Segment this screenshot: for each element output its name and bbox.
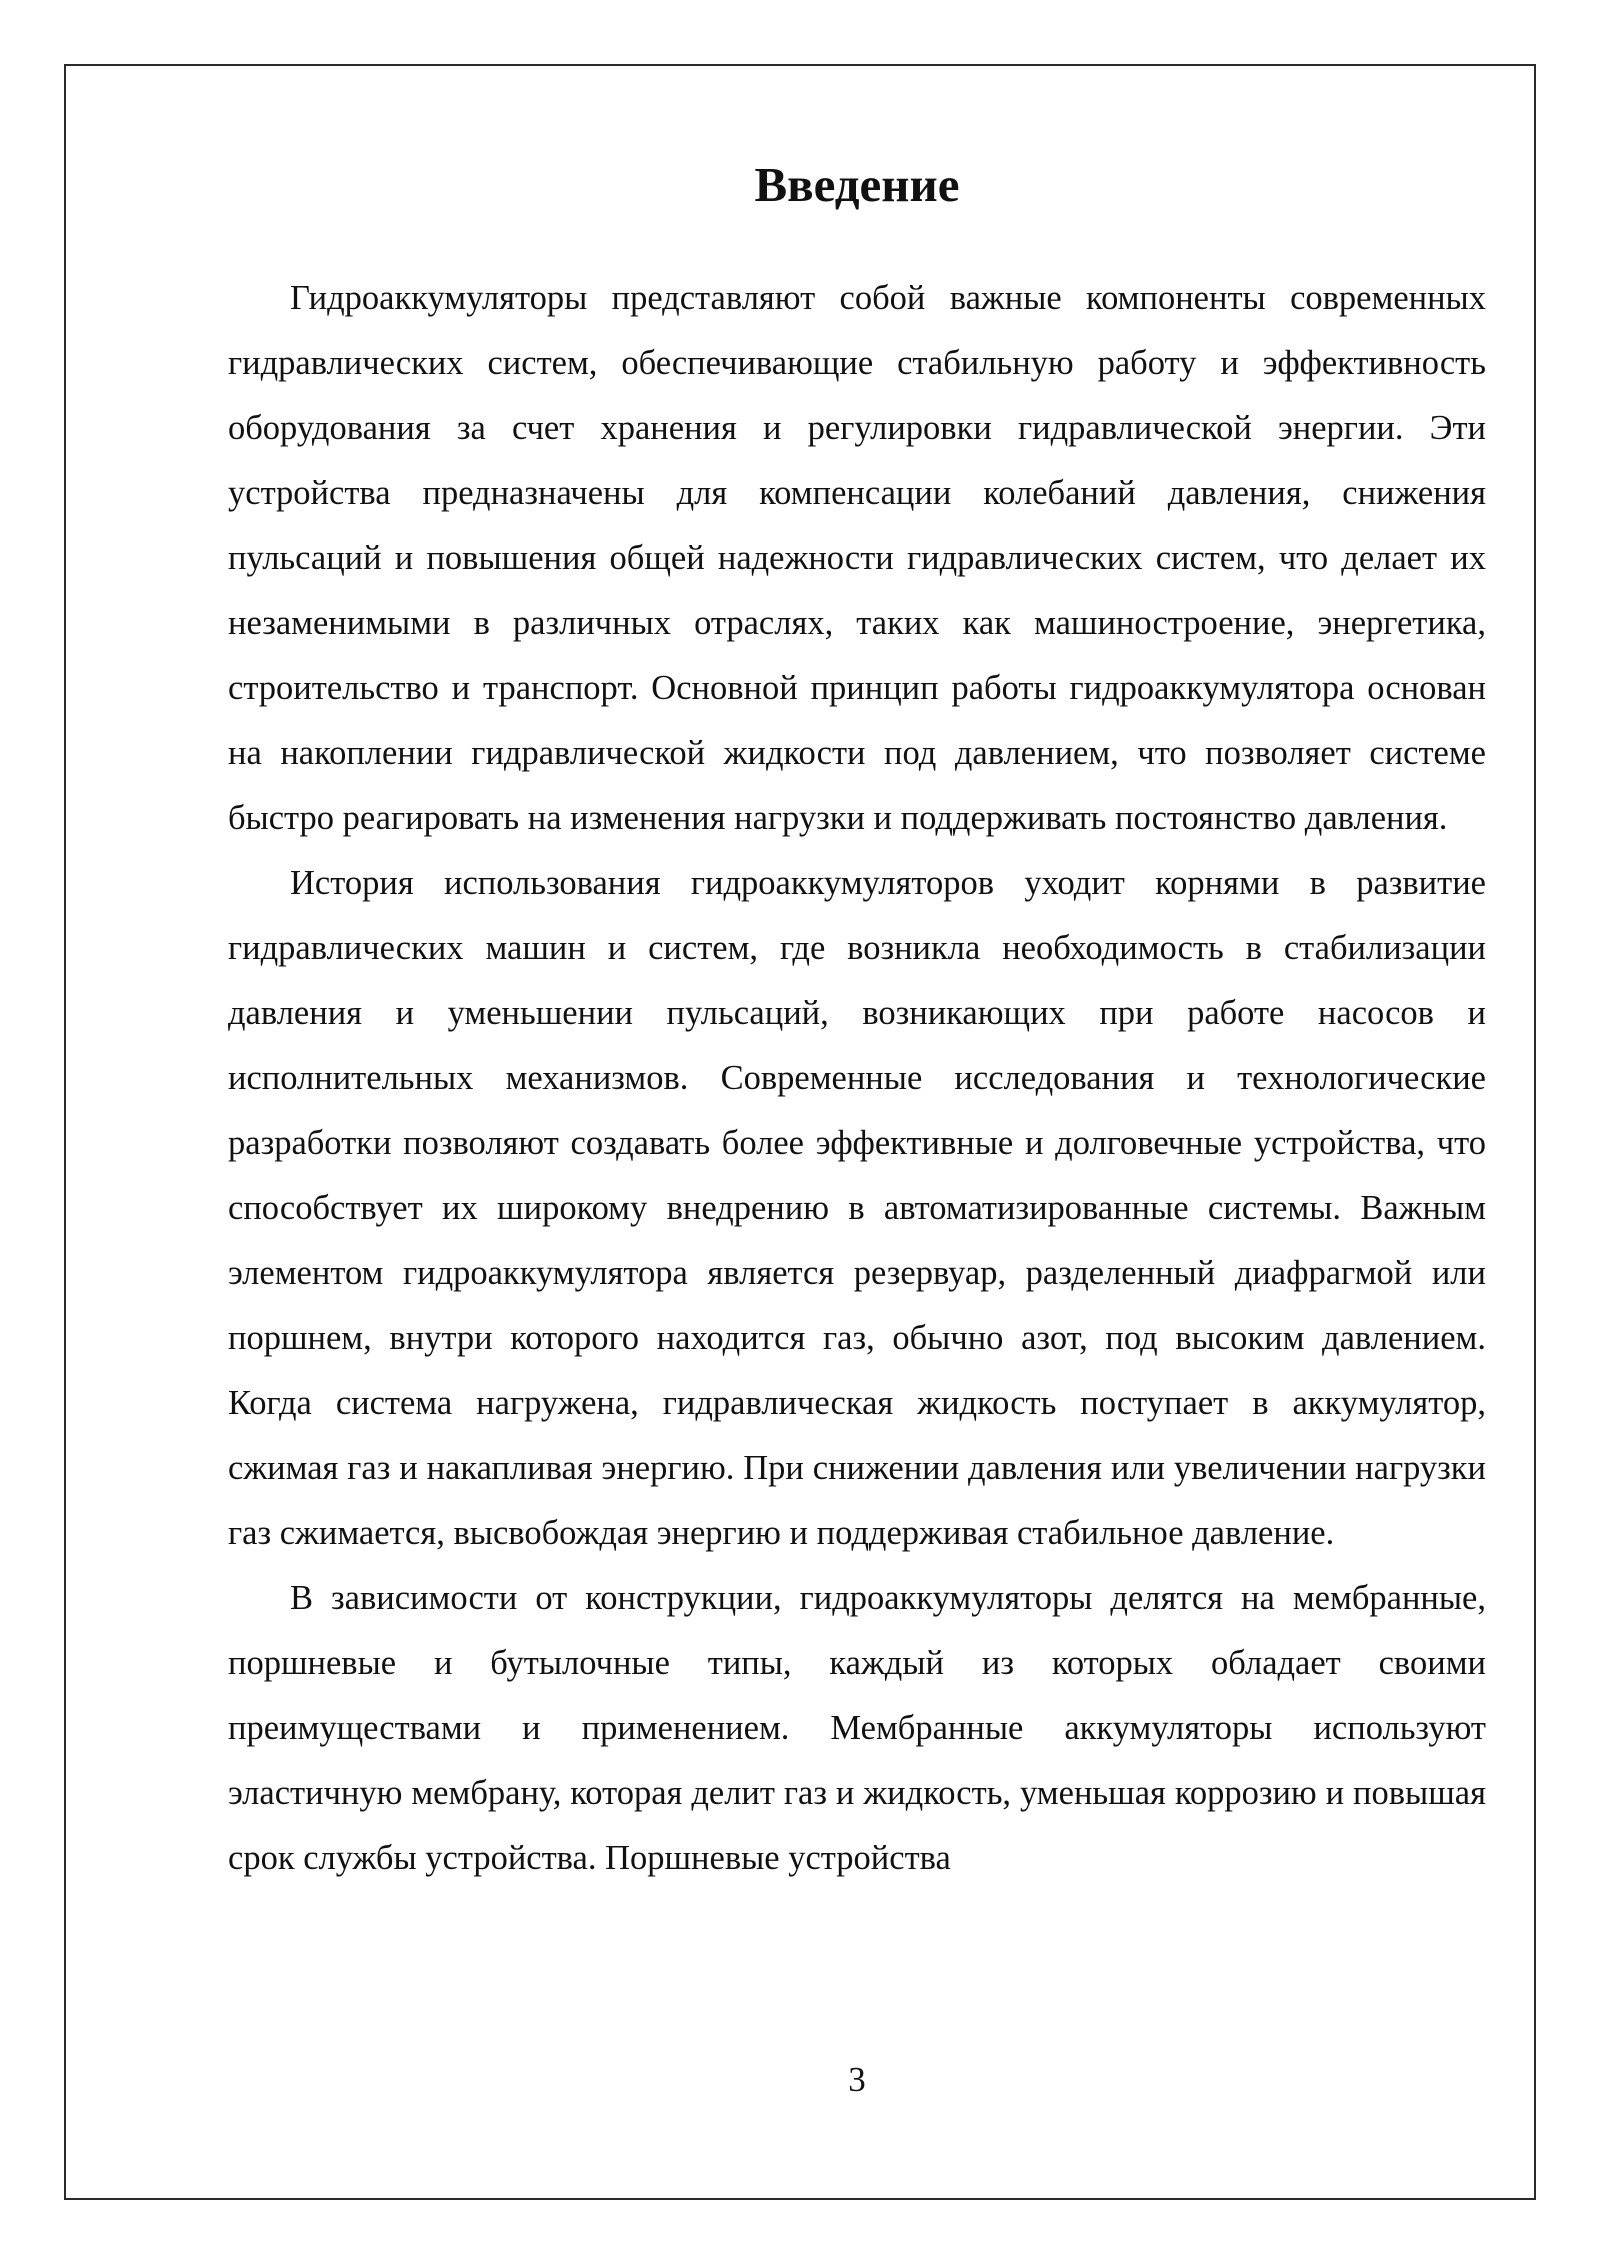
- page-number: 3: [848, 2060, 866, 2099]
- document-body: [228, 140, 1486, 1891]
- paragraph-2: История использования гидроаккумуляторов уходит корнями в развитие гидравлических машин и систем, где возникла необходимость в стабилизации давления и уменьшении пульсаций, возникающих при работе насосов и исполнительных механизмов. Современные исследования и технологические разработки позволяют создавать более эффективные и долговечные устройства, что способствует их широкому внедрению в автоматизированные системы. Важным элементом гидроаккумулятора является резервуар, разделенный диафрагмой или поршнем, внутри которого находится газ, обычно азот, под высоким давлением. Когда система нагружена, гидравлическая жидкость поступает в аккумулятор, сжимая газ и накапливая энергию. При снижении давления или увеличении нагрузки газ сжимается, высвобождая энергию и поддерживая стабильное давление.: [228, 864, 1486, 1552]
- paragraph-3: В зависимости от конструкции, гидроаккумуляторы делятся на мембранные, поршневые и бутылочные типы, каждый из которых обладает своими преимуществами и применением. Мембранные аккумуляторы используют эластичную мембрану, которая делит газ и жидкость, уменьшая коррозию и повышая срок службы устройства. Поршневые устройства: [228, 1579, 1486, 1877]
- section-title: Введение: [754, 157, 960, 212]
- paragraph-1: Гидроаккумуляторы представляют собой важные компоненты современных гидравлических систем, обеспечивающие стабильную работу и эффективность оборудования за счет хранения и регулировки гидравлической энергии. Эти устройства предназначены для компенсации колебаний давления, снижения пульсаций и повышения общей надежности гидравлических систем, что делает их незаменимыми в различных отраслях, таких как машиностроение, энергетика, строительство и транспорт. Основной принцип работы гидроаккумулятора основан на накоплении гидравлической жидкости под давлением, что позволяет системе быстро реагировать на изменения нагрузки и поддерживать постоянство давления.: [228, 279, 1486, 837]
